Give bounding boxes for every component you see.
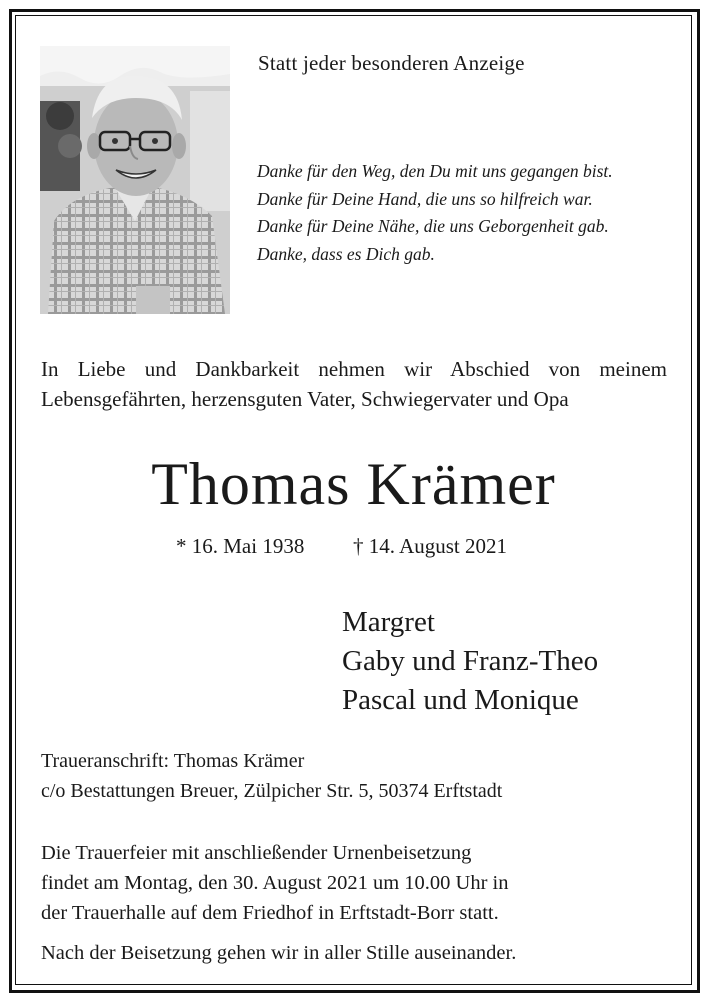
family-members: [342, 603, 598, 720]
family-member: Gaby und Franz-Theo: [342, 645, 599, 677]
death-date: † 14. August 2021: [353, 534, 508, 558]
family-member: Margret: [342, 606, 435, 638]
mourning-address: [41, 746, 502, 806]
intro-text: In Liebe und Dankbarkeit nehmen wir Abschied von meinem Lebensgefährten, herzensguten Vater, Schwiegervater und Opa: [41, 357, 667, 411]
poem-line: Danke für Deine Nähe, die uns Geborgenheit gab.: [257, 216, 609, 236]
poem: [257, 158, 687, 268]
ceremony-line: Die Trauerfeier mit anschließender Urnenbeisetzung: [41, 842, 472, 864]
ceremony-line: findet am Montag, den 30. August 2021 um 10.00 Uhr in: [41, 872, 509, 894]
address-line: Traueranschrift: Thomas Krämer: [41, 750, 305, 772]
poem-line: Danke, dass es Dich gab.: [257, 243, 435, 264]
poem-line: Danke für den Weg, den Du mit uns gegangen bist.: [257, 161, 613, 181]
portrait-photo: [40, 46, 230, 314]
closing-text: Nach der Beisetzung gehen wir in aller Stille auseinander.: [41, 942, 517, 964]
poem-line: Danke für Deine Hand, die uns so hilfreich war.: [257, 188, 593, 209]
birth-date: * 16. Mai 1938: [176, 534, 305, 558]
portrait-photo-drawing: [40, 46, 230, 314]
notice-heading: Statt jeder besonderen Anzeige: [258, 51, 525, 75]
ceremony-details: [41, 838, 508, 928]
address-line: c/o Bestattungen Breuer, Zülpicher Str. 5, 50374 Erftstadt: [41, 780, 503, 802]
ceremony-line: der Trauerhalle auf dem Friedhof in Erftstadt-Borr statt.: [41, 902, 499, 924]
deceased-name: Thomas Krämer: [151, 451, 556, 517]
family-member: Pascal und Monique: [342, 684, 579, 716]
